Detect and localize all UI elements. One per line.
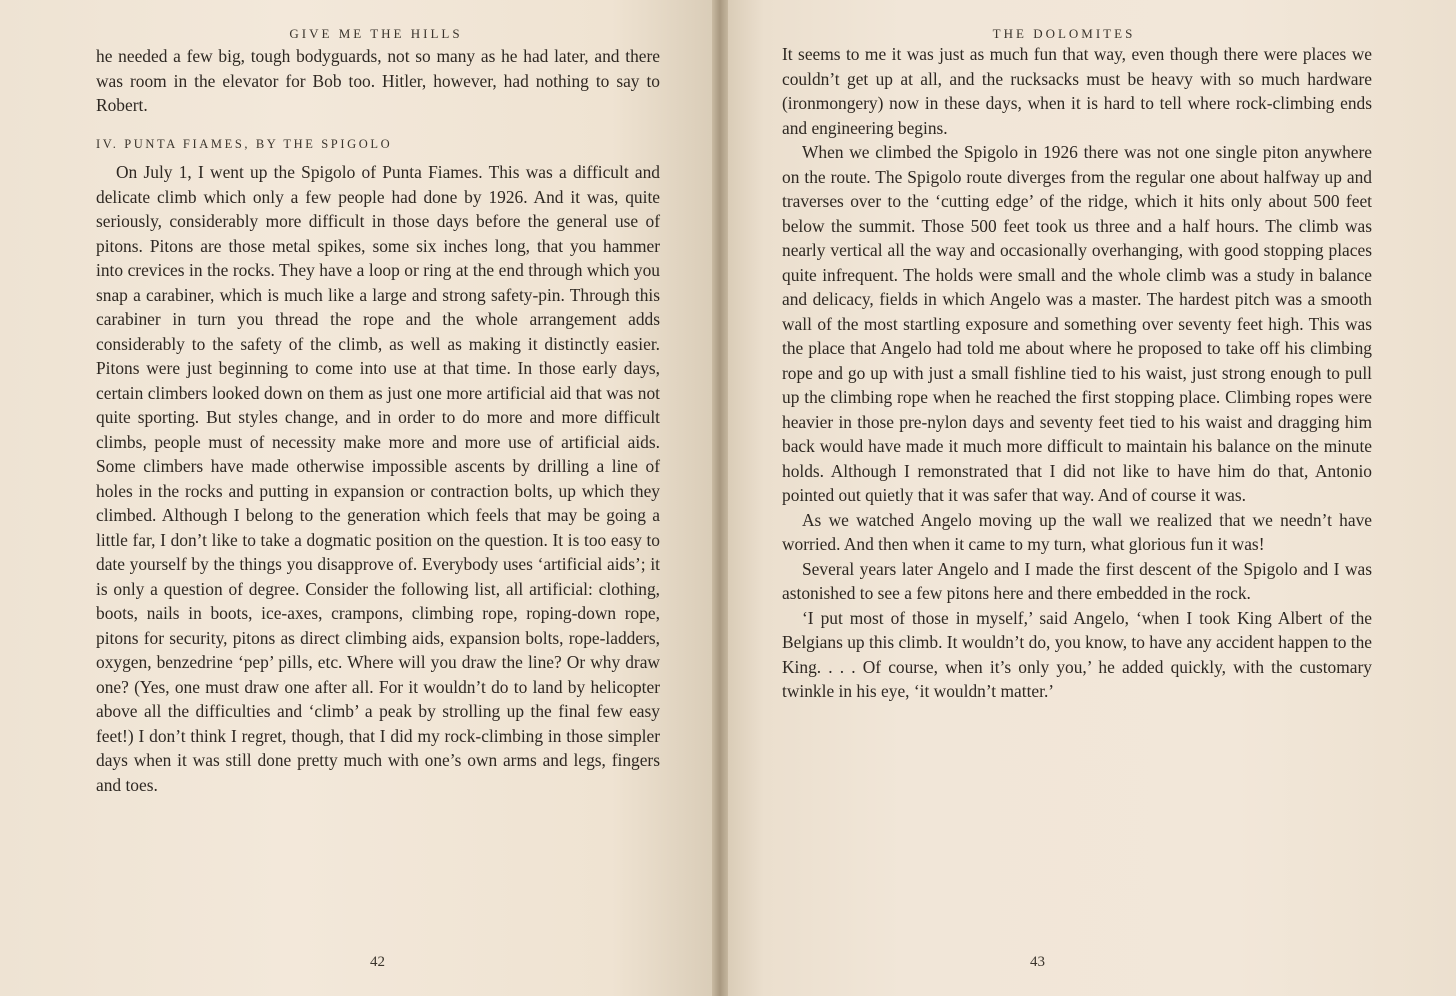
section-heading: IV. PUNTA FIAMES, BY THE SPIGOLO: [96, 136, 393, 151]
running-head-left: GIVE ME THE HILLS: [289, 26, 463, 41]
page-number-right: 43: [1030, 954, 1045, 970]
running-head-right: THE DOLOMITES: [992, 26, 1136, 41]
paragraph: It seems to me it was just as much fun that way, even though there were places we couldn’t get up at all, and the rucksacks must be heavy with so much hardware (ironmongery) now in these days, when it is hard to tell where rock-climbing ends and engineering begins.: [782, 44, 1372, 138]
page-number-left: 42: [370, 954, 385, 970]
left-page: [0, 0, 720, 996]
paragraph: ‘I put most of those in myself,’ said Angelo, ‘when I took King Albert of the Belgians up this climb. It wouldn’t do, you know, to have any accident happen to the King. . . . Of course, when it’s only you,’ he added quickly, with the customary twinkle in his eye, ‘it wouldn’t matter.’: [782, 607, 1372, 701]
paragraph: Several years later Angelo and I made the first descent of the Spigolo and I was astonished to see a few pitons here and there embedded in the rock.: [782, 558, 1372, 603]
opening-paragraph: he needed a few big, tough bodyguards, not so many as he had later, and there was room in the elevator for Bob too. Hitler, however, had nothing to say to Robert.: [96, 46, 660, 115]
book-gutter: [712, 0, 728, 996]
right-page: [720, 0, 1456, 996]
right-page-text: [782, 42, 1372, 704]
paragraph: As we watched Angelo moving up the wall we realized that we needn’t have worried. And then when it came to my turn, what glorious fun it was!: [782, 509, 1372, 554]
left-page-text: [96, 44, 660, 797]
body-paragraph: On July 1, I went up the Spigolo of Punta Fiames. This was a difficult and delicate climb which only a few people had done by 1926. And it was, quite seriously, considerably more difficult in those days before the general use of pitons. Pitons are those metal spikes, some six inches long, that you hammer into crevices in the rocks. They have a loop or ring at the end through which you snap a carabiner, which is much like a large and strong safety-pin. Through this carabiner in turn you thread the rope and the whole arrangement adds considerably to the safety of the climb, as well as making it distinctly easier. Pitons were just beginning to come into use at that time. In those early days, certain climbers looked down on them as just one more artificial aid that was not quite sporting. But styles change, and in order to do more and more difficult climbs, people must of necessity make more and more use of artificial aids. Some climbers have made otherwise impossible ascents by drilling a line of holes in the rocks and putting in expansion or contraction bolts, up which they climbed. Although I belong to the generation which feels that may be going a little far, I don’t like to take a dogmatic position on the question. It is too easy to date yourself by the things you disapprove of. Everybody uses ‘artificial aids’; it is only a question of degree. Consider the following list, all artificial: clothing, boots, nails in boots, ice-axes, crampons, climbing rope, roping-down rope, pitons for security, pitons as direct climbing aids, expansion bolts, rope-ladders, oxygen, benzedrine ‘pep’ pills, etc. Where will you draw the line? Or why draw one? (Yes, one must draw one after all. For it wouldn’t do to land by helicopter above all the difficulties and ‘climb’ a peak by strolling up the final few easy feet!) I don’t think I regret, though, that I did my rock-climbing in those simpler days when it was still done pretty much with one’s own arms and legs, fingers and toes.: [96, 162, 660, 795]
paragraph: When we climbed the Spigolo in 1926 there was not one single piton anywhere on the route. The Spigolo route diverges from the regular one about halfway up and traverses over to the ‘cutting edge’ of the ridge, which it hits only about 500 feet below the summit. Those 500 feet took us three and a half hours. The climb was nearly vertical all the way and occasionally overhanging, with good stopping places quite infrequent. The holds were small and the whole climb was a study in balance and delicacy, fields in which Angelo was a master. The hardest pitch was a smooth wall of the most startling exposure and something over seventy feet high. This was the place that Angelo had told me about where he proposed to take off his climbing rope and go up with just a small fishline tied to his waist, just strong enough to pull up the climbing rope when he reached the first stopping place. Climbing ropes were heavier in those pre-nylon days and seventy feet tied to his waist and dragging him back would have made it much more difficult to maintain his balance on the minute holds. Although I remonstrated that I did not like to have him do that, Antonio pointed out quietly that it was safer that way. And of course it was.: [782, 142, 1372, 505]
